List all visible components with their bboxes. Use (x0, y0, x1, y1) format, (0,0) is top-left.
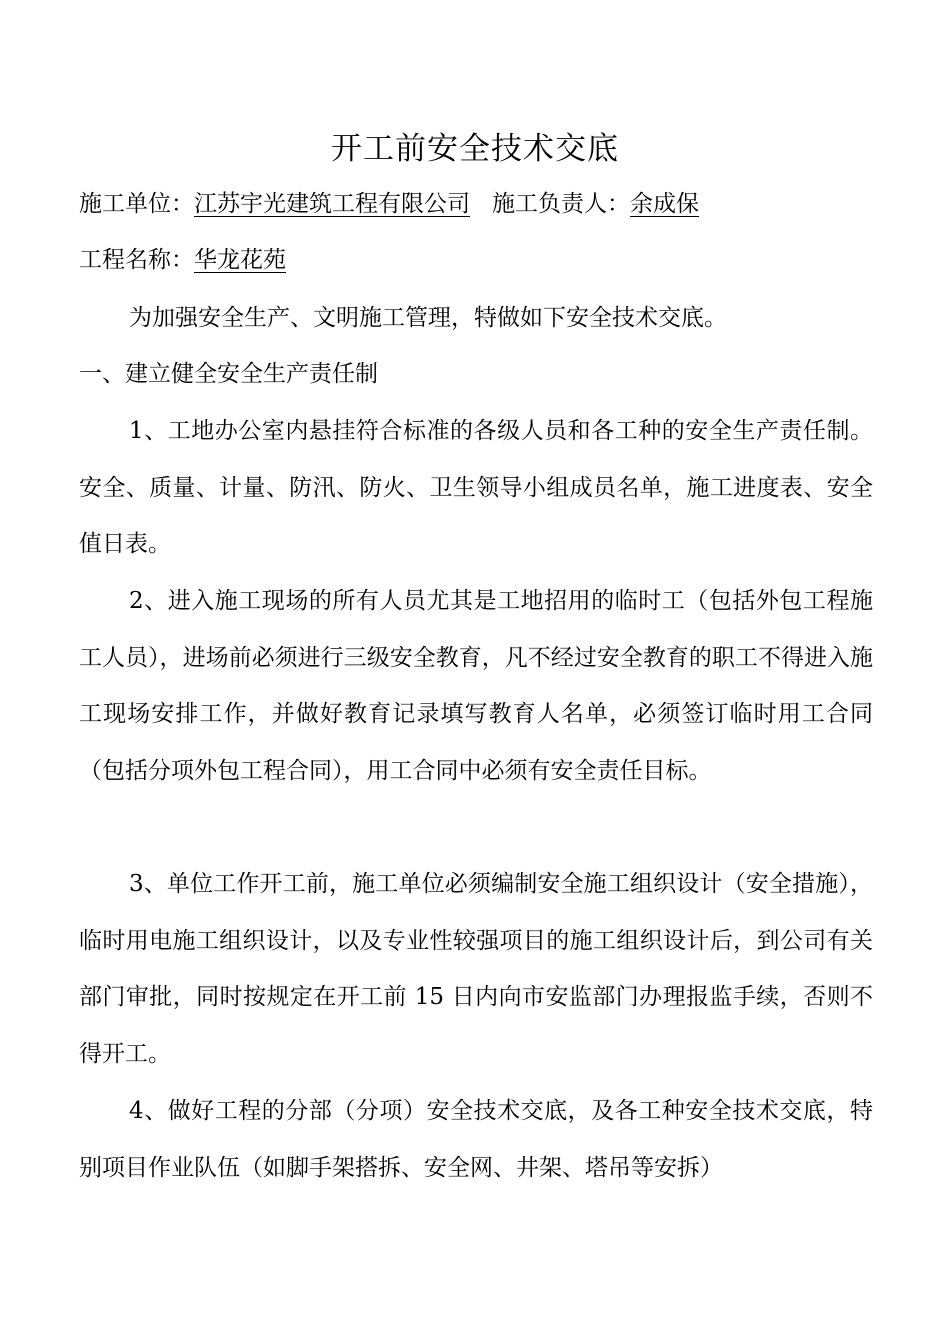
clause-4-paragraph: 4、做好工程的分部（分项）安全技术交底，及各工种安全技术交底，特别项目作业队伍（如脚手架搭拆、安全网、井架、塔吊等安拆） (79, 1098, 873, 1181)
section-heading: 一、建立健全安全生产责任制 (79, 361, 378, 387)
construction-manager-label: 施工负责人： (492, 191, 630, 217)
clause-3-paragraph: 3、单位工作开工前，施工单位必须编制安全施工组织设计（安全措施），临时用电施工组织设计，以及专业性较强项目的施工组织设计后，到公司有关部门审批，同时按规定在开工前 15 日内向市安监部门办理报监手续，否则不得开工。 (79, 871, 873, 1067)
construction-unit-label: 施工单位： (79, 191, 194, 217)
project-name-label: 工程名称： (79, 247, 194, 273)
project-name-value: 华龙花苑 (194, 247, 286, 273)
construction-unit-line (79, 189, 699, 219)
construction-unit-value: 江苏宇光建筑工程有限公司 (194, 191, 470, 217)
clause-1-paragraph: 1、工地办公室内悬挂符合标准的各级人员和各工种的安全生产责任制。安全、质量、计量、防汛、防火、卫生领导小组成员名单，施工进度表、安全值日表。 (79, 418, 873, 557)
intro-paragraph: 为加强安全生产、文明施工管理，特做如下安全技术交底。 (129, 305, 727, 331)
project-name-line (79, 245, 286, 275)
clause-2-paragraph: 2、进入施工现场的所有人员尤其是工地招用的临时工（包括外包工程施工人员），进场前必须进行三级安全教育，凡不经过安全教育的职工不得进入施工现场安排工作，并做好教育记录填写教育人名单，必须签订临时用工合同（包括分项外包工程合同），用工合同中必须有安全责任目标。 (79, 588, 873, 784)
document-title: 开工前安全技术交底 (331, 131, 619, 167)
construction-manager-value: 余成保 (630, 191, 699, 217)
